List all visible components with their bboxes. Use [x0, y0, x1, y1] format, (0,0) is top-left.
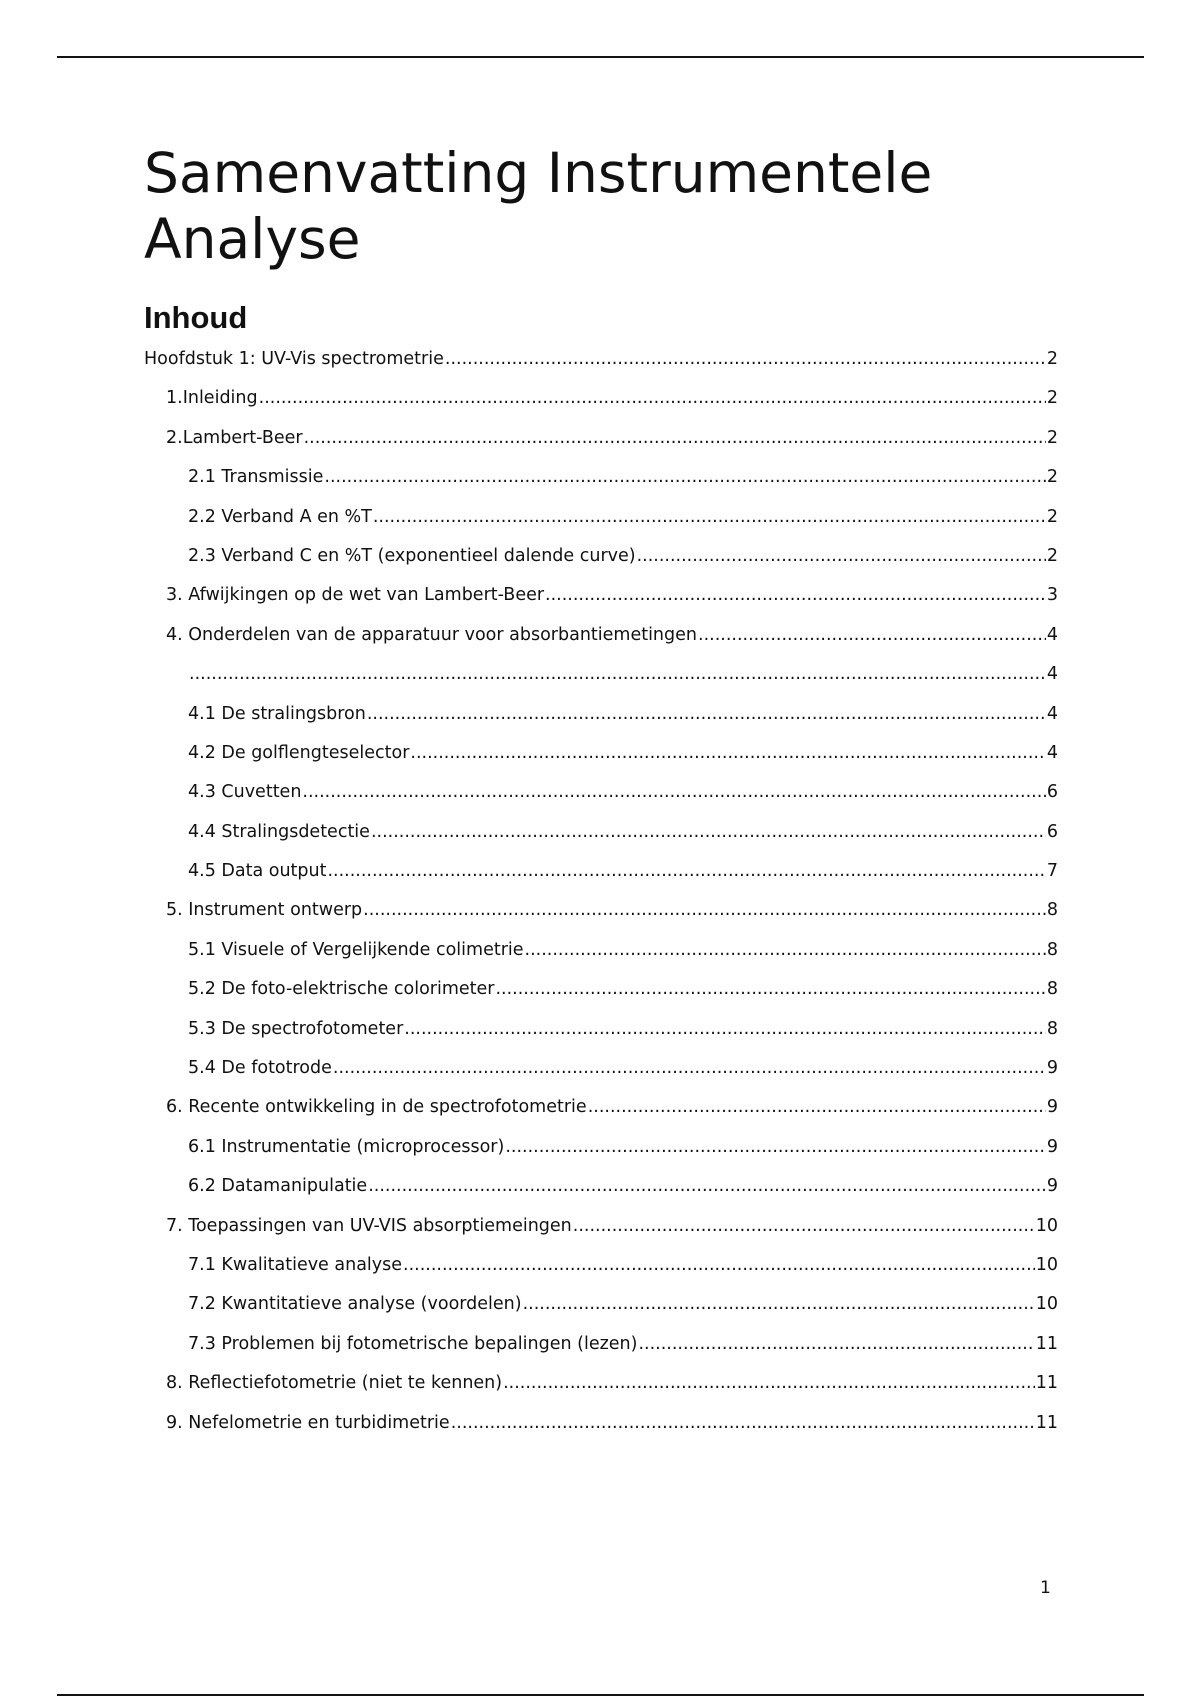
toc-dot-leader	[638, 1333, 1034, 1355]
toc-entry-page: 6	[1046, 782, 1058, 803]
toc-dot-leader	[410, 742, 1045, 764]
toc-entry[interactable]	[144, 584, 1058, 623]
toc-entry-title: 4.5 Data output	[188, 861, 327, 882]
toc-entry-title: Hoofdstuk 1: UV-Vis spectrometrie	[144, 349, 444, 369]
toc-entry-title: 6. Recente ontwikkeling in de spectrofotometrie	[166, 1097, 587, 1118]
toc-dot-leader	[545, 584, 1046, 606]
toc-entry-title: 7.2 Kwantitatieve analyse (voordelen)	[188, 1294, 522, 1315]
toc-entry[interactable]	[144, 781, 1058, 820]
toc-entry-title: 5. Instrument ontwerp	[166, 900, 363, 921]
toc-dot-leader	[588, 1096, 1046, 1118]
toc-entry-page: 6	[1046, 821, 1058, 842]
page-content	[144, 140, 1058, 1433]
toc-dot-leader	[523, 1293, 1035, 1315]
toc-entry-page: 2	[1046, 388, 1058, 409]
toc-entry-page: 2	[1046, 427, 1058, 448]
toc-entry-page: 2	[1046, 349, 1058, 369]
toc-entry-title: 7.3 Problemen bij fotometrische bepalingen (lezen)	[188, 1333, 638, 1354]
toc-entry[interactable]	[144, 1096, 1058, 1135]
toc-entry-page: 9	[1046, 1176, 1058, 1197]
toc-dot-leader	[302, 781, 1045, 803]
toc-entry-title: 2.Lambert-Beer	[166, 427, 303, 448]
toc-entry-page: 4	[1046, 624, 1058, 645]
toc-dot-leader	[503, 1372, 1035, 1394]
toc-dot-leader	[373, 506, 1046, 528]
toc-entry-title: 2.2 Verband A en %T	[188, 506, 372, 527]
toc-dot-leader	[495, 978, 1045, 1000]
toc-entry-title: 4.1 De stralingsbron	[188, 703, 366, 724]
toc-entry-title: 8. Reflectiefotometrie (niet te kennen)	[166, 1373, 503, 1394]
toc-entry[interactable]	[144, 742, 1058, 781]
toc-entry[interactable]	[144, 1412, 1058, 1451]
toc-dot-leader	[304, 427, 1046, 449]
toc-dot-leader	[367, 703, 1046, 725]
toc-entry-title: 2.3 Verband C en %T (exponentieel dalende curve)	[188, 545, 636, 566]
toc-entry[interactable]	[144, 1372, 1058, 1411]
toc-entry-title: 5.3 De spectrofotometer	[188, 1018, 404, 1039]
toc-entry-title: 1.Inleiding	[166, 388, 258, 409]
toc-entry[interactable]	[144, 860, 1058, 899]
page-number: 1	[1040, 1578, 1051, 1598]
toc-dot-leader	[525, 939, 1046, 961]
toc-entry-page: 4	[1046, 742, 1058, 763]
toc-entry[interactable]	[144, 1018, 1058, 1057]
toc-entry[interactable]	[144, 1254, 1058, 1293]
toc-entry-page: 11	[1035, 1412, 1058, 1433]
toc-entry[interactable]	[144, 506, 1058, 545]
toc-entry-page: 2	[1046, 467, 1058, 488]
toc-entry-title: 5.1 Visuele of Vergelijkende colimetrie	[188, 939, 524, 960]
toc-entry[interactable]	[144, 899, 1058, 938]
toc-entry-page: 10	[1035, 1254, 1058, 1275]
toc-dot-leader	[637, 545, 1046, 567]
toc-entry-title: 2.1 Transmissie	[188, 467, 324, 488]
toc-entry-page: 3	[1046, 585, 1058, 606]
toc-entry[interactable]	[144, 978, 1058, 1017]
toc-entry[interactable]	[144, 387, 1058, 426]
toc-dot-leader	[445, 348, 1046, 370]
toc-dot-leader	[324, 466, 1045, 488]
toc-dot-leader	[189, 663, 1046, 685]
footer-rule	[57, 1694, 1144, 1696]
toc-entry[interactable]	[144, 1293, 1058, 1332]
document-title: Samenvatting Instrumentele Analyse	[144, 141, 933, 271]
toc-dot-leader	[259, 387, 1046, 409]
toc-entry-page: 7	[1046, 861, 1058, 882]
toc-entry-page: 8	[1046, 939, 1058, 960]
toc-heading: Inhoud	[144, 300, 248, 335]
toc-dot-leader	[368, 1175, 1046, 1197]
toc-entry-title: 6.1 Instrumentatie (microprocessor)	[188, 1136, 505, 1157]
toc-entry-title: 4. Onderdelen van de apparatuur voor absorbantiemetingen	[166, 624, 697, 645]
toc-entry[interactable]	[144, 821, 1058, 860]
toc-entry[interactable]	[144, 1215, 1058, 1254]
toc-entry-page: 8	[1046, 1018, 1058, 1039]
toc-entry-page: 10	[1035, 1294, 1058, 1315]
toc-entry-page: 4	[1046, 664, 1058, 685]
toc-dot-leader	[573, 1215, 1035, 1237]
toc-entry-page: 10	[1035, 1215, 1058, 1236]
header-rule	[57, 56, 1144, 58]
toc-entry-title: 4.4 Stralingsdetectie	[188, 821, 370, 842]
toc-entry-title: 4.3 Cuvetten	[188, 782, 302, 803]
toc-entry[interactable]	[144, 348, 1058, 387]
toc-entry-title: 6.2 Datamanipulatie	[188, 1176, 368, 1197]
toc-entry-page: 8	[1046, 979, 1058, 1000]
toc-entry[interactable]	[144, 466, 1058, 505]
toc-entry-page: 11	[1035, 1373, 1058, 1394]
toc-entry-title: 3. Afwijkingen op de wet van Lambert-Beer	[166, 585, 545, 606]
toc-dot-leader	[333, 1057, 1046, 1079]
toc-entry-title: 7. Toepassingen van UV-VIS absorptiemeingen	[166, 1215, 572, 1236]
toc-dot-leader	[363, 899, 1046, 921]
toc-entry[interactable]	[144, 545, 1058, 584]
toc-entry-page: 9	[1046, 1058, 1058, 1079]
toc-entry[interactable]	[144, 427, 1058, 466]
toc-entry[interactable]	[144, 939, 1058, 978]
toc-entry-page: 8	[1046, 900, 1058, 921]
toc-entry[interactable]	[144, 663, 1058, 702]
toc-dot-leader	[505, 1136, 1046, 1158]
toc-entry[interactable]	[144, 624, 1058, 663]
toc-entry-title: 7.1 Kwalitatieve analyse	[188, 1254, 403, 1275]
toc-dot-leader	[698, 624, 1046, 646]
toc-dot-leader	[371, 821, 1046, 843]
toc-entry[interactable]	[144, 1175, 1058, 1214]
toc-dot-leader	[403, 1254, 1035, 1276]
toc-entry[interactable]	[144, 1136, 1058, 1175]
toc-entry[interactable]	[144, 1057, 1058, 1096]
toc-entry-page: 9	[1046, 1097, 1058, 1118]
toc-dot-leader	[451, 1412, 1035, 1434]
toc-entry-title: 4.2 De golflengteselector	[188, 742, 410, 763]
toc-dot-leader	[404, 1018, 1046, 1040]
table-of-contents	[144, 348, 1058, 1451]
toc-entry-title: 5.2 De foto-elektrische colorimeter	[188, 979, 495, 1000]
toc-entry-page: 2	[1046, 506, 1058, 527]
toc-entry[interactable]	[144, 1333, 1058, 1372]
toc-entry-page: 11	[1035, 1333, 1058, 1354]
toc-entry-page: 2	[1046, 545, 1058, 566]
toc-entry-page: 4	[1046, 703, 1058, 724]
toc-entry-title: 5.4 De fototrode	[188, 1058, 332, 1079]
toc-entry[interactable]	[144, 703, 1058, 742]
toc-entry-title: 9. Nefelometrie en turbidimetrie	[166, 1412, 450, 1433]
toc-dot-leader	[327, 860, 1045, 882]
toc-entry-page: 9	[1046, 1136, 1058, 1157]
